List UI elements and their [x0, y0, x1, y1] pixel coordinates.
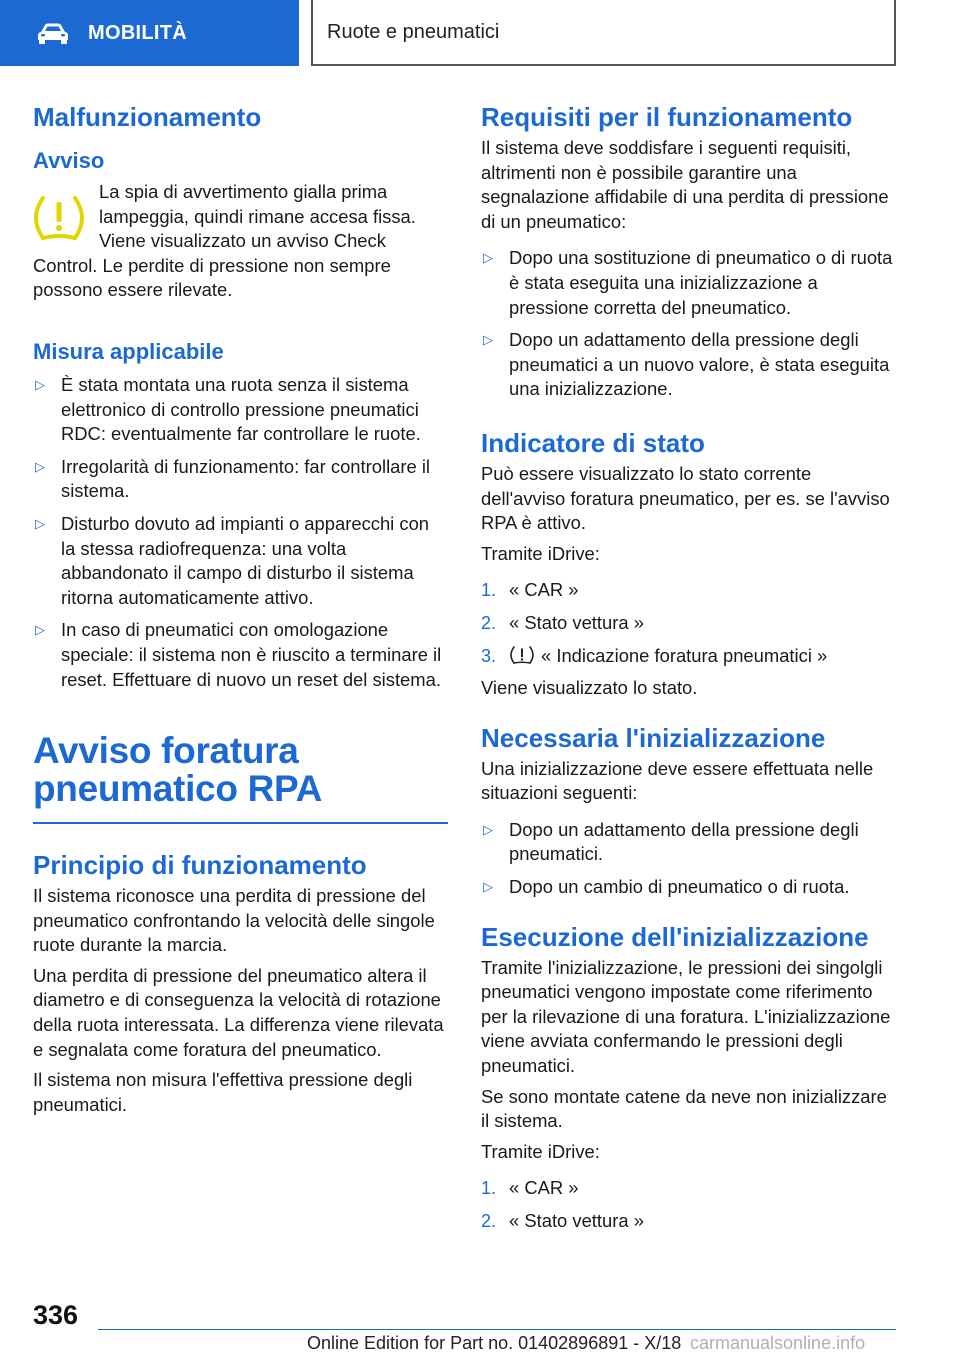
status-steps	[481, 578, 897, 668]
exec-paragraph-1: Tramite l'inizializzazione, le pressioni dei singolgli pneumatici vengono impostate come riferimento per la rilevazione di una foratura. L'inizializzazione viene avviata confermando le pressioni degli pneumatici.	[481, 956, 891, 1077]
init-needed-list	[481, 818, 897, 900]
status-result: Viene visualizzato lo stato.	[481, 677, 698, 699]
warning-block	[33, 180, 448, 303]
requirements-list	[481, 246, 897, 402]
car-icon	[36, 22, 70, 44]
list-item: ▷ Dopo un adattamento della pressione degli pneumatici.	[483, 818, 859, 865]
list-item: 2. « Stato vettura »	[481, 611, 644, 633]
warning-text: La spia di avvertimento gialla prima lampeggia, quindi rimane accesa fissa. Viene visualizzato un avviso Check Control. Le perdite di pressione non sempre possono essere rilevate.	[33, 181, 416, 301]
watermark: carmanualsonline.info	[690, 1333, 866, 1353]
list-item: ▷ In caso di pneumatici con omologazione speciale: il sistema non è riuscito a terminare il reset. Effettuare di nuovo un reset del sistema.	[35, 619, 442, 690]
tire-pressure-icon	[509, 645, 535, 665]
principle-paragraph-2: Una perdita di pressione del pneumatico altera il diametro e di conseguenza la velocità di rotazione della ruota interessata. La differenza viene rilevata e segnalata come foratura del pneumatico.	[33, 964, 444, 1060]
exec-via: Tramite iDrive:	[481, 1140, 600, 1162]
heading-malfunction: Malfunzionamento	[33, 102, 262, 132]
triangle-bullet-icon: ▷	[35, 376, 45, 392]
heading-principle: Principio di funzionamento	[33, 850, 367, 881]
measure-list	[33, 373, 448, 692]
chapter-title: Ruote e pneumatici	[311, 0, 896, 66]
heading-warning: Avviso	[33, 148, 105, 173]
list-item: 3. « Indicazione foratura pneumatici »	[481, 644, 828, 666]
list-item: 1. « CAR »	[481, 1177, 579, 1199]
list-item: 2. « Stato vettura »	[481, 1210, 644, 1231]
heading-measure: Misura applicabile	[33, 338, 224, 364]
footer-rule	[98, 1329, 896, 1330]
heading-rpa: Avviso foratura pneumatico RPA	[33, 730, 323, 810]
heading-exec: Esecuzione dell'inizializzazione	[481, 921, 869, 952]
list-item: ▷ Dopo un cambio di pneumatico o di ruota.	[481, 875, 897, 900]
requirements-paragraph: Il sistema deve soddisfare i seguenti requisiti, altrimenti non è possibile garantire una segnalazione affidabile di una perdita di pressione di un pneumatico:	[481, 137, 889, 232]
list-item: ▷ Disturbo dovuto ad impianti o apparecchi con la stessa radiofrequenza: una volta abbandonato il campo di disturbo il sistema ritorna automaticamente attivo.	[35, 512, 430, 608]
triangle-bullet-icon: ▷	[483, 821, 493, 837]
list-item: ▷ È stata montata una ruota senza il sistema elettronico di controllo pressione pneumatici RDC: eventualmente far controllare le ruote.	[35, 373, 421, 445]
list-item: ▷ Dopo un adattamento della pressione degli pneumatici a un nuovo valore, è stata eseguita una inizializzazione.	[483, 329, 890, 400]
exec-steps	[481, 1176, 897, 1233]
heading-requirements: Requisiti per il funzionamento	[481, 102, 853, 132]
principle-paragraph-3: Il sistema non misura l'effettiva pressione degli pneumatici.	[33, 1069, 413, 1115]
init-needed-paragraph: Una inizializzazione deve essere effettuata nelle situazioni seguenti:	[481, 757, 874, 804]
principle-paragraph-1: Il sistema riconosce una perdita di pressione del pneumatico confrontando la velocità delle singole ruote durante la marcia.	[33, 885, 435, 956]
triangle-bullet-icon: ▷	[483, 879, 493, 895]
status-paragraph: Può essere visualizzato lo stato corrente dell'avviso foratura pneumatico, per es. se l'avviso RPA è attivo.	[481, 462, 890, 534]
heading-status: Indicatore di stato	[481, 427, 705, 458]
list-item: ▷ Irregolarità di funzionamento: far controllare il sistema.	[35, 455, 431, 502]
left-column	[33, 100, 448, 1117]
triangle-bullet-icon: ▷	[483, 332, 493, 348]
triangle-bullet-icon: ▷	[483, 250, 493, 266]
edition-text: Online Edition for Part no. 01402896891 - X/18	[307, 1333, 682, 1353]
triangle-bullet-icon: ▷	[35, 515, 45, 531]
page-number: 336	[33, 1300, 79, 1330]
right-column	[481, 100, 897, 1242]
heading-init-needed: Necessaria l'inizializzazione	[481, 722, 826, 753]
section-label: MOBILITÀ	[88, 21, 188, 44]
triangle-bullet-icon: ▷	[35, 622, 45, 638]
section-tab[interactable]	[0, 0, 299, 66]
tire-pressure-warning-icon	[33, 194, 85, 242]
status-via: Tramite iDrive:	[481, 542, 600, 564]
triangle-bullet-icon: ▷	[35, 458, 45, 474]
exec-paragraph-2: Se sono montate catene da neve non inizializzare il sistema.	[481, 1085, 887, 1132]
list-item: ▷ Dopo una sostituzione di pneumatico o di ruota è stata eseguita una inizializzazione a pressione corretta del pneumatico.	[483, 247, 893, 318]
list-item: 1. « CAR »	[481, 579, 579, 601]
heading-rule	[33, 822, 448, 824]
